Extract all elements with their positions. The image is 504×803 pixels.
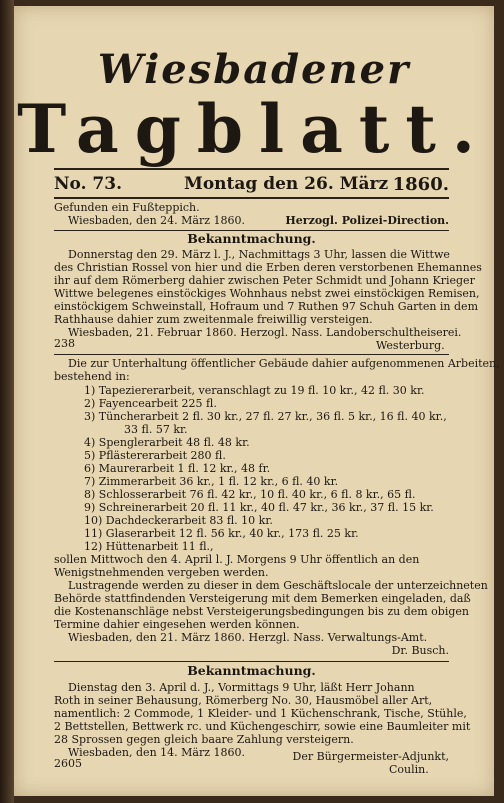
notice3-line: Roth in seiner Behausung, Römerberg No. 30, Hausmöbel aller Art, (54, 694, 433, 707)
notice3-line: Dienstag den 3. April d. J., Vormittags 9 Uhr, läßt Herr Johann (68, 681, 415, 694)
issue-year: 1860. (392, 174, 449, 195)
divider (54, 354, 449, 355)
notice1-title: Bekanntmachung. (187, 231, 316, 246)
notice2-item: 8) Schlosserarbeit 76 fl. 42 kr., 10 fl. 40 kr., 6 fl. 8 kr., 65 fl. (84, 488, 416, 501)
notice1-line: des Christian Rossel von hier und die Erben deren verstorbenen Ehemannes (54, 261, 482, 274)
notice2-item: 3) Tüncherarbeit 2 fl. 30 kr., 27 fl. 27 kr., 36 fl. 5 kr., 16 fl. 40 kr., (84, 410, 447, 423)
masthead-line1: Wiesbadener (97, 46, 411, 93)
notice2-body: die Kostenanschläge nebst Versteigerungsbedingungen bis zu dem obigen (54, 605, 469, 618)
newspaper-page (14, 6, 500, 796)
masthead-title: Tagblatt. (17, 90, 491, 168)
notice1-line: Rathhause dahier zum zweitenmale freiwillig versteigen. (54, 313, 373, 326)
found-notice-signoff (54, 214, 449, 227)
notice2-item-cont: 33 fl. 57 kr. (124, 423, 188, 436)
notice2-body: Behörde stattfindenden Versteigerung mit dem Bemerken eingeladen, daß (54, 592, 471, 605)
found-notice-authority: Herzogl. Polizei-Direction. (285, 214, 449, 227)
notice1-signoff: Wiesbaden, 21. Februar 1860. Herzogl. Nass. Landoberschultheiserei. (68, 326, 462, 339)
issue-number: No. 73. (54, 174, 122, 194)
notice2-body: sollen Mittwoch den 4. April l. J. Morgens 9 Uhr öffentlich an den (54, 553, 420, 566)
notice3-authority: Der Bürgermeister-Adjunkt, (292, 750, 449, 763)
notice2-body: Lustragende werden zu dieser in dem Geschäftslocale der unterzeichneten (68, 579, 488, 592)
notice1-line: ihr auf dem Römerberg dahier zwischen Peter Schmidt und Johann Krieger (54, 274, 475, 287)
notice1-line: Wittwe belegenes einstöckiges Wohnhaus nebst zwei einstöckigen Remisen, (54, 287, 480, 300)
notice1-line: Donnerstag den 29. März l. J., Nachmittags 3 Uhr, lassen die Wittwe (68, 248, 450, 261)
notice2-item: 5) Pflästererarbeit 280 fl. (84, 449, 226, 462)
notice2-item: 7) Zimmerarbeit 36 kr., 1 fl. 12 kr., 6 fl. 40 kr. (84, 475, 339, 488)
divider (54, 661, 449, 662)
notice2-body: Wenigstnehmenden vergeben werden. (54, 566, 269, 579)
notice2-item: 1) Tapeziererarbeit, veranschlagt zu 19 fl. 10 kr., 42 fl. 30 kr. (84, 384, 425, 397)
notice3-number: 2605 (54, 757, 82, 770)
notice2-item: 4) Spenglerarbeit 48 fl. 48 kr. (84, 436, 250, 449)
notice3-signoff: Wiesbaden, den 14. März 1860. (68, 746, 245, 759)
found-notice-place: Wiesbaden, den 24. März 1860. (68, 214, 245, 227)
dateline (54, 174, 449, 196)
notice3-line: namentlich: 2 Commode, 1 Kleider- und 1 Küchenschrank, Tische, Stühle, (54, 707, 467, 720)
notice2-item: 12) Hüttenarbeit 11 fl., (84, 540, 214, 553)
notice3-title: Bekanntmachung. (187, 663, 316, 678)
notice2-item: 11) Glaserarbeit 12 fl. 56 kr., 40 kr., 173 fl. 25 kr. (84, 527, 359, 540)
found-notice-text: Gefunden ein Fußteppich. (54, 201, 200, 214)
notice2-body: Termine dahier eingesehen werden können. (54, 618, 300, 631)
notice3-signer: Coulin. (389, 763, 429, 776)
book-gutter (0, 0, 14, 803)
notice2-intro: bestehend in: (54, 370, 130, 383)
notice1-number: 238 (54, 337, 75, 350)
notice2-item: 9) Schreinerarbeit 20 fl. 11 kr., 40 fl. 47 kr., 36 kr., 37 fl. 15 kr. (84, 501, 434, 514)
notice3-line: 2 Bettstellen, Bettwerk rc. und Küchengeschirr, sowie eine Baumleiter mit (54, 720, 471, 733)
notice2-signer: Dr. Busch. (391, 644, 449, 657)
dateline-rule (54, 197, 449, 199)
notice2-signoff: Wiesbaden, den 21. März 1860. Herzgl. Nass. Verwaltungs-Amt. (68, 631, 428, 644)
notice1-line: einstöckigem Schweinstall, Hofraum und 7 Ruthen 97 Schuh Garten in dem (54, 300, 478, 313)
notice1-authority2: Westerburg. (376, 339, 445, 352)
notice2-item: 10) Dachdeckerarbeit 83 fl. 10 kr. (84, 514, 273, 527)
notice2-intro: Die zur Unterhaltung öffentlicher Gebäude dahier aufgenommenen Arbeiten, (68, 357, 500, 370)
issue-date: Montag den 26. März (184, 174, 389, 194)
notice2-item: 2) Fayencearbeit 225 fl. (84, 397, 217, 410)
notice3-line: 28 Sprossen gegen gleich baare Zahlung versteigern. (54, 733, 354, 746)
top-rule (54, 168, 449, 170)
notice2-item: 6) Maurerarbeit 1 fl. 12 kr., 48 fr. (84, 462, 271, 475)
